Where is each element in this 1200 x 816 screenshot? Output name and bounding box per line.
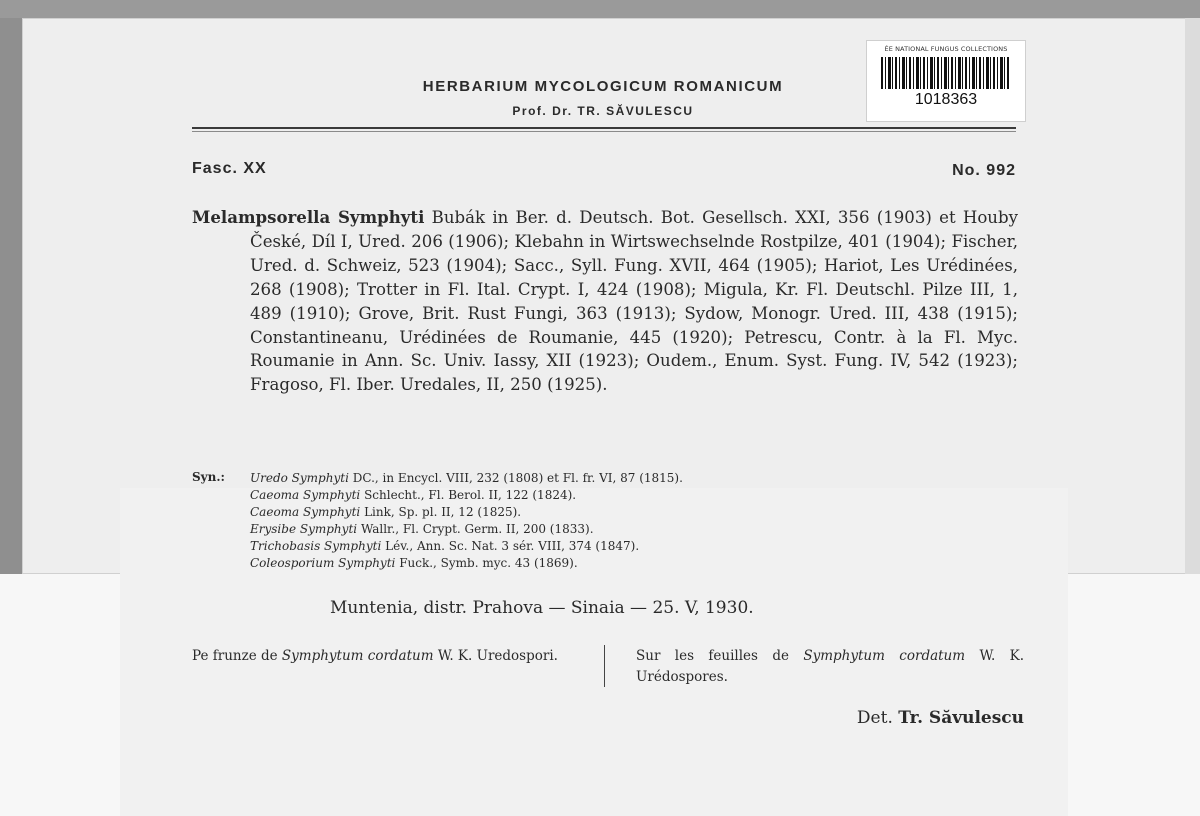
determiner xyxy=(857,708,1024,728)
synonym-name: Erysibe Symphyti xyxy=(250,522,358,536)
barcode-caption: ÉE NATIONAL FUNGUS COLLECTIONS xyxy=(884,45,1008,53)
barcode-bars xyxy=(881,57,1011,89)
synonym-name: Coleosporium Symphyti xyxy=(250,556,396,570)
barcode-number: 1018363 xyxy=(914,91,978,108)
synonym-name: Uredo Symphyti xyxy=(250,471,349,485)
host-fr-suffix: W. K. Urédospores. xyxy=(636,648,1025,685)
synonyms-label: Syn.: xyxy=(192,470,225,484)
synonym-name: Caeoma Symphyti xyxy=(250,505,361,519)
collection-locality: Muntenia, distr. Prahova — Sinaia — 25. V, 1930. xyxy=(330,598,754,618)
synonym-ref: DC., in Encycl. VIII, 232 (1808) et Fl. fr. VI, 87 (1815). xyxy=(352,471,683,485)
synonym-row xyxy=(250,555,1020,572)
mounting-board xyxy=(0,0,1200,18)
determiner-prefix: Det. xyxy=(856,708,893,728)
header-rule xyxy=(192,127,1016,129)
host-ro-suffix: W. K. Uredospori. xyxy=(437,648,558,664)
herbarium-editor: Prof. Dr. TR. SĂVULESCU xyxy=(512,104,694,118)
column-divider xyxy=(604,645,605,687)
fascicle: Fasc. XX xyxy=(192,160,267,177)
herbarium-title: HERBARIUM MYCOLOGICUM ROMANICUM xyxy=(422,78,784,95)
header-rule-thin xyxy=(192,131,1016,132)
host-fr-plant: Symphytum cordatum xyxy=(803,648,966,664)
determiner-name: Tr. Săvulescu xyxy=(898,708,1024,728)
synonym-row xyxy=(250,487,1020,504)
synonym-row xyxy=(250,521,1020,538)
host-french xyxy=(636,646,1024,688)
synonyms-list xyxy=(250,470,1020,572)
specimen-number: No. 992 xyxy=(952,162,1016,179)
synonym-ref: Wallr., Fl. Crypt. Germ. II, 200 (1833). xyxy=(360,522,594,536)
species-name: Melampsorella Symphyti xyxy=(192,207,425,227)
host-ro-plant: Symphytum cordatum xyxy=(281,648,434,664)
synonym-name: Caeoma Symphyti xyxy=(250,488,361,502)
synonym-row xyxy=(250,470,1020,487)
synonym-ref: Fuck., Symb. myc. 43 (1869). xyxy=(399,556,578,570)
synonym-ref: Lév., Ann. Sc. Nat. 3 sér. VIII, 374 (1847). xyxy=(385,539,640,553)
species-citation xyxy=(192,206,1018,397)
synonym-row xyxy=(250,504,1020,521)
sheet-edge xyxy=(1185,18,1200,574)
synonym-row xyxy=(250,538,1020,555)
synonym-name: Trichobasis Symphyti xyxy=(250,539,382,553)
host-fr-prefix: Sur les feuilles de xyxy=(636,648,789,664)
host-romanian xyxy=(192,646,592,667)
host-ro-prefix: Pe frunze de xyxy=(192,648,278,664)
barcode-label xyxy=(866,40,1026,122)
citation-text: Bubák in Ber. d. Deutsch. Bot. Gesellsch. XXI, 356 (1903) et Houby České, Díl I, Ured. 206 (1906); Klebahn in Wirtswechselnde Rostpilze, 401 (1904); Fischer, Ured. d. Schweiz, 523 (1904); Sacc., Syll. Fung. XVII, 464 (1905); Hariot, Les Urédinées, 268 (1908); Trotter in Fl. Ital. Crypt. I, 424 (1908); Migula, Kr. Fl. Deutschl. Pilze III, 1, 489 (1910); Grove, Brit. Rust Fungi, 363 (1913); Sydow, Monogr. Ured. III, 438 (1915); Constantineanu, Urédinées de Roumanie, 445 (1920); Petrescu, Contr. à la Fl. Myc. Roumanie in Ann. Sc. Univ. Iassy, XII (1923); Oudem., Enum. Syst. Fung. IV, 542 (1923); Fragoso, Fl. Iber. Uredales, II, 250 (1925). xyxy=(250,208,1018,395)
synonym-ref: Link, Sp. pl. II, 12 (1825). xyxy=(364,505,522,519)
synonym-ref: Schlecht., Fl. Berol. II, 122 (1824). xyxy=(364,488,577,502)
